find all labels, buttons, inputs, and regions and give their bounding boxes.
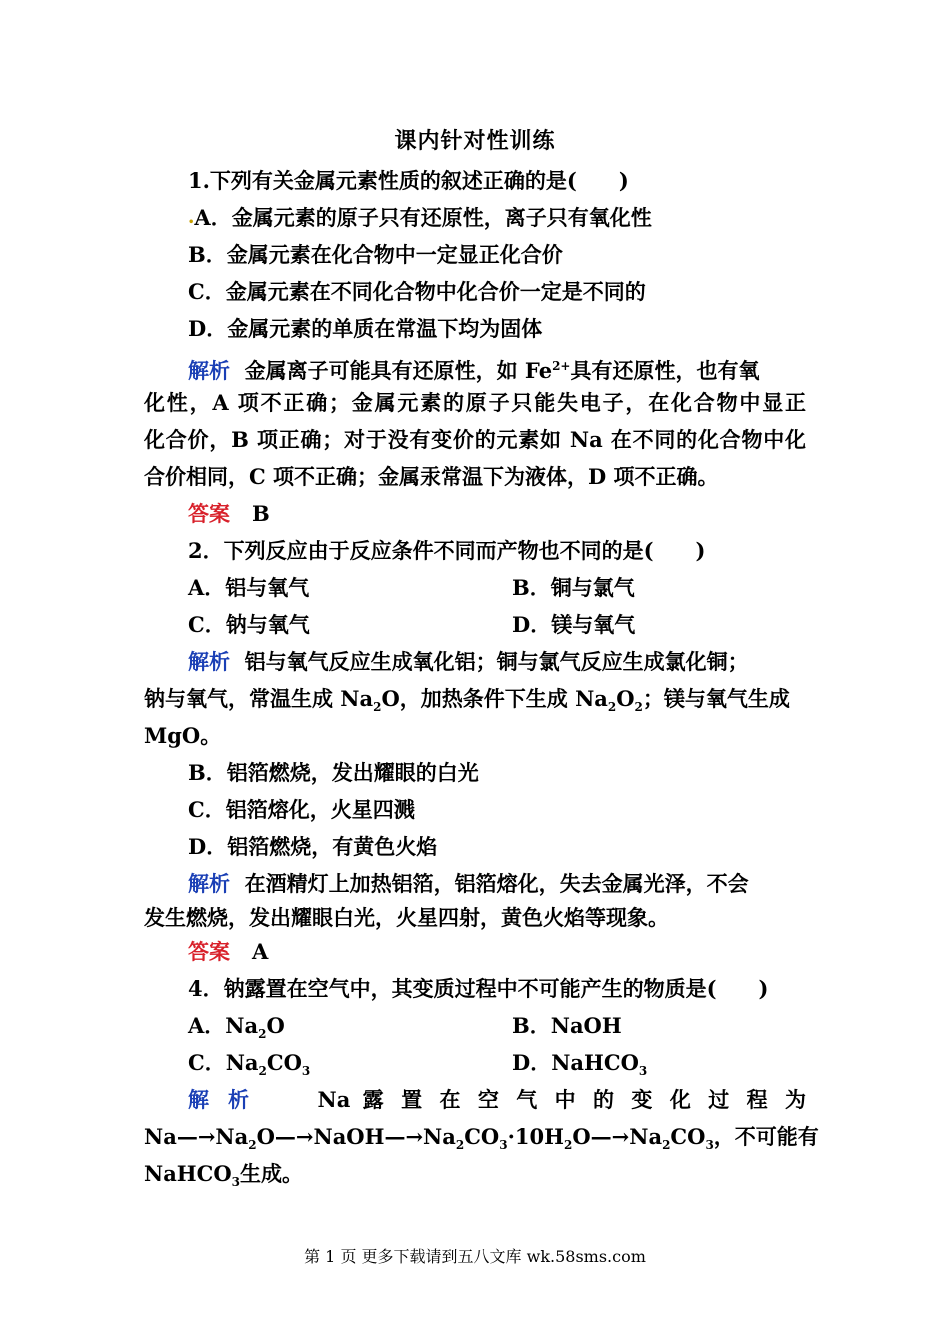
q4-analysis-line-1: 解析 Na 露 置 在 空 气 中 的 变 化 过 程 为 <box>188 1087 807 1112</box>
page-footer: 第 1 页 更多下载请到五八文库 wk.58sms.com <box>304 1247 646 1266</box>
arrow-icon: —→ <box>590 1124 630 1149</box>
q1-answer <box>188 501 270 527</box>
answer-label: 答案 <box>188 501 230 526</box>
analysis-label: 解析 <box>188 358 230 383</box>
q4-option-a: A．$Na_2O$ <box>188 1013 285 1042</box>
q4-analysis-chain: $Na—\to Na_2O—\to NaOH—\to Na_2CO_3\cdot 10H_2O—\to Na_2CO_3$，不可能有 <box>144 1124 819 1153</box>
q4-option-c: C．$Na_2CO_3$ <box>188 1050 311 1079</box>
q2-option-a: A．铝与氧气 <box>188 575 310 600</box>
marker-dot-icon: • <box>188 217 195 228</box>
q1-stem: 1.下列有关金属元素性质的叙述正确的是( ) <box>188 168 629 193</box>
q1-analysis-line-4: 合价相同，C 项不正确；金属汞常温下为液体，D 项不正确。 <box>144 464 719 489</box>
analysis-label: 解析 <box>188 649 230 674</box>
q3-option-b: B．铝箔燃烧，发出耀眼的白光 <box>188 760 479 785</box>
q2-analysis-line-2: 钠与氧气，常温生成 $Na_2O$，加热条件下生成 $Na_2O_2$；镁与氧气生成 <box>144 686 790 715</box>
q4-option-d: D．NaHCO$_3$ <box>512 1050 648 1079</box>
page-title: 课内针对性训练 <box>394 128 556 154</box>
q1-option-d: D．金属元素的单质在常温下均为固体 <box>188 316 543 341</box>
q4-analysis-line-3: NaHCO$_3$生成。 <box>144 1161 304 1190</box>
q2-option-b: B．铜与氯气 <box>512 575 635 600</box>
q2-option-c: C．钠与氧气 <box>188 612 310 637</box>
q1-analysis-line-1: 解析 金属离子可能具有还原性，如 $Fe^{2+}$具有还原性，也有氧 <box>188 358 760 383</box>
q3-answer <box>188 939 268 965</box>
q2-option-d: D．镁与氧气 <box>512 612 636 637</box>
analysis-label: 解析 <box>188 871 230 896</box>
q2-stem: 2．下列反应由于反应条件不同而产物也不同的是( ) <box>188 538 706 563</box>
q3-analysis-line-1: 解析 在酒精灯上加热铝箔，铝箔熔化，失去金属光泽，不会 <box>188 871 749 896</box>
arrow-icon: —→ <box>384 1124 424 1149</box>
q2-analysis-line-1: 解析 铝与氧气反应生成氧化铝；铜与氯气反应生成氯化铜； <box>188 649 749 674</box>
arrow-icon: —→ <box>176 1124 216 1149</box>
q1-option-c: C．金属元素在不同化合物中化合价一定是不同的 <box>188 279 646 304</box>
q3-option-c: C．铝箔熔化，火星四溅 <box>188 797 415 822</box>
q4-option-b: B．NaOH <box>512 1013 622 1038</box>
q3-analysis-line-2: 发生燃烧，发出耀眼白光，火星四射，黄色火焰等现象。 <box>144 905 669 930</box>
q1-analysis-line-3: 化合价，B 项正确；对于没有变价的元素如 Na 在不同的化合物中化 <box>144 427 806 452</box>
q4-stem: 4．钠露置在空气中，其变质过程中不可能产生的物质是( ) <box>188 976 769 1001</box>
answer-label: 答案 <box>188 939 230 964</box>
q3-option-d: D．铝箔燃烧，有黄色火焰 <box>188 834 438 859</box>
q1-option-a: •A．金属元素的原子只有还原性，离子只有氧化性 <box>188 205 652 230</box>
answer-value: B <box>251 501 270 526</box>
q1-analysis-line-2: 化性，A 项不正确；金属元素的原子只能失电子，在化合物中显正 <box>144 390 806 415</box>
q2-analysis-line-3: MgO。 <box>144 723 222 748</box>
answer-value: A <box>251 939 269 964</box>
arrow-icon: —→ <box>274 1124 314 1149</box>
q1-option-b: B．金属元素在化合物中一定显正化合价 <box>188 242 563 267</box>
analysis-label: 解析 <box>188 1087 269 1112</box>
